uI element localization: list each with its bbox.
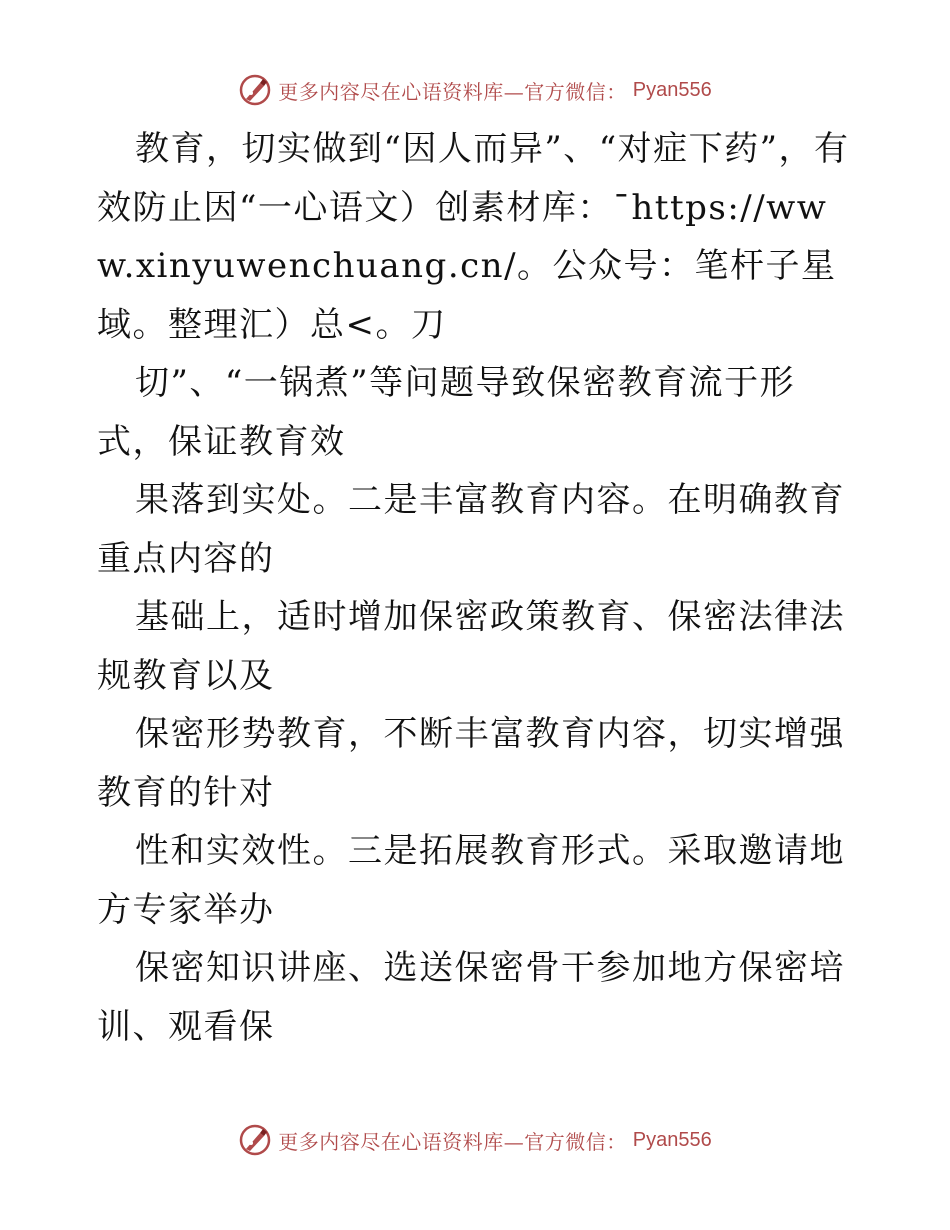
pen-seal-logo-icon — [238, 1123, 272, 1157]
paragraph: 保密形势教育，不断丰富教育内容，切实增强教育的针对 — [97, 714, 845, 813]
paragraph: 基础上，适时增加保密政策教育、保密法律法规教育以及 — [97, 597, 845, 696]
header-banner-text: 更多内容尽在心语资料库—官方微信： — [278, 79, 627, 104]
footer-banner — [0, 1120, 950, 1160]
pen-seal-logo-icon — [238, 73, 272, 107]
paragraph: 保密知识讲座、选送保密骨干参加地方保密培训、观看保 — [97, 948, 845, 1047]
footer-banner-text: 更多内容尽在心语资料库—官方微信： — [278, 1129, 627, 1154]
paragraph: 教育，切实做到“因人而异”、“对症下药”，有效防止因“一心语文）创素材库：¯https://www.xinyuwenchuang.cn/。公众号：笔杆子星域。整理汇）总<。刀 — [97, 129, 850, 345]
paragraph: 切”、“一锅煮”等问题导致保密教育流于形式，保证教育效 — [97, 363, 796, 462]
footer-banner-wechat-id: Pyan556 — [632, 1128, 712, 1151]
paragraph: 果落到实处。二是丰富教育内容。在明确教育重点内容的 — [97, 480, 845, 579]
header-banner — [0, 70, 950, 110]
document-body — [97, 120, 857, 1056]
paragraph: 性和实效性。三是拓展教育形式。采取邀请地方专家举办 — [97, 831, 845, 930]
header-banner-wechat-id: Pyan556 — [632, 78, 712, 101]
